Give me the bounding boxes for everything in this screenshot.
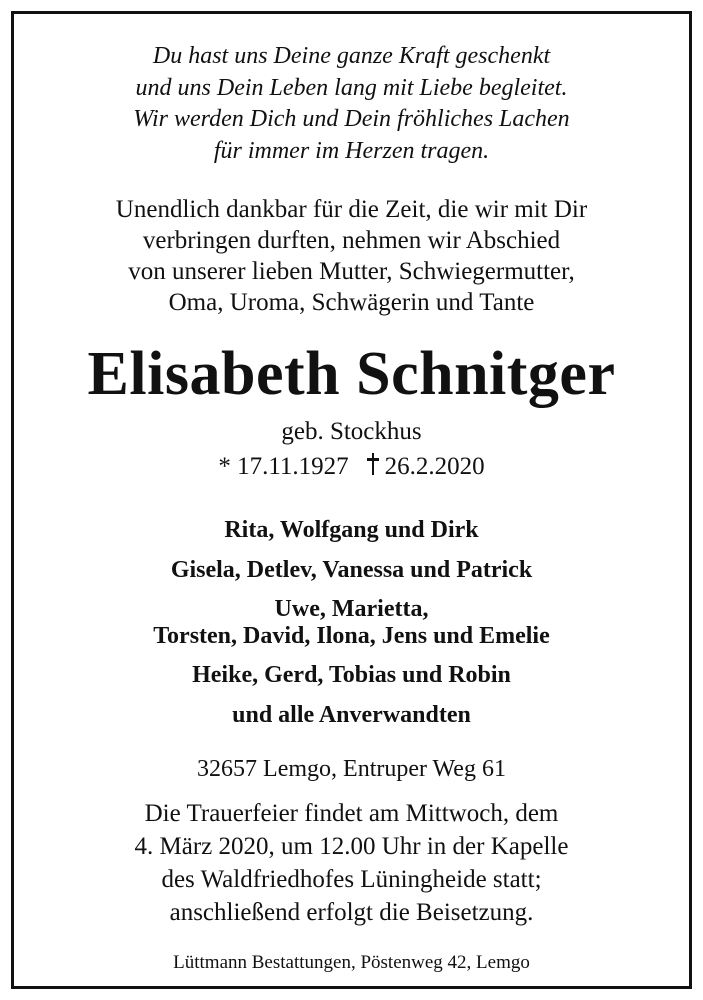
undertaker-info: Lüttmann Bestattungen, Pöstenweg 42, Lemgo [173, 952, 530, 973]
family-line: Rita, Wolfgang und Dirk [224, 517, 479, 543]
cross-icon [367, 453, 379, 475]
service-line: anschließend erfolgt die Beisetzung. [169, 899, 534, 926]
address: 32657 Lemgo, Entruper Weg 61 [197, 756, 506, 782]
birth-name: geb. Stockhus [281, 418, 422, 445]
service-line: 4. März 2020, um 12.00 Uhr in der Kapelle [134, 833, 569, 860]
service-line: des Waldfriedhofes Lüningheide statt; [161, 866, 542, 893]
poem-line: für immer im Herzen tragen. [213, 138, 490, 164]
intro-line: verbringen durften, nehmen wir Abschied [142, 227, 561, 254]
family-line: und alle Anverwandten [232, 702, 471, 728]
intro-line: Oma, Uroma, Schwägerin und Tante [168, 289, 535, 316]
service-line: Die Trauerfeier findet am Mittwoch, dem [144, 800, 559, 827]
deceased-name: Elisabeth Schnitger [87, 340, 616, 408]
intro-line: Unendlich dankbar für die Zeit, die wir mit Dir [115, 196, 588, 223]
poem-line: und uns Dein Leben lang mit Liebe begleitet. [135, 75, 568, 101]
birth-date: * 17.11.1927 [218, 453, 349, 480]
poem-line: Du hast uns Deine ganze Kraft geschenkt [152, 43, 551, 69]
family-line: Torsten, David, Ilona, Jens und Emelie [153, 623, 550, 649]
poem-line: Wir werden Dich und Dein fröhliches Lachen [133, 106, 570, 132]
family-line: Gisela, Detlev, Vanessa und Patrick [170, 557, 533, 583]
intro-line: von unserer lieben Mutter, Schwiegermutter, [128, 258, 575, 285]
family-line: Uwe, Marietta, [274, 596, 429, 622]
death-date: 26.2.2020 [384, 453, 485, 480]
life-dates [0, 453, 703, 479]
family-line: Heike, Gerd, Tobias und Robin [192, 662, 511, 688]
